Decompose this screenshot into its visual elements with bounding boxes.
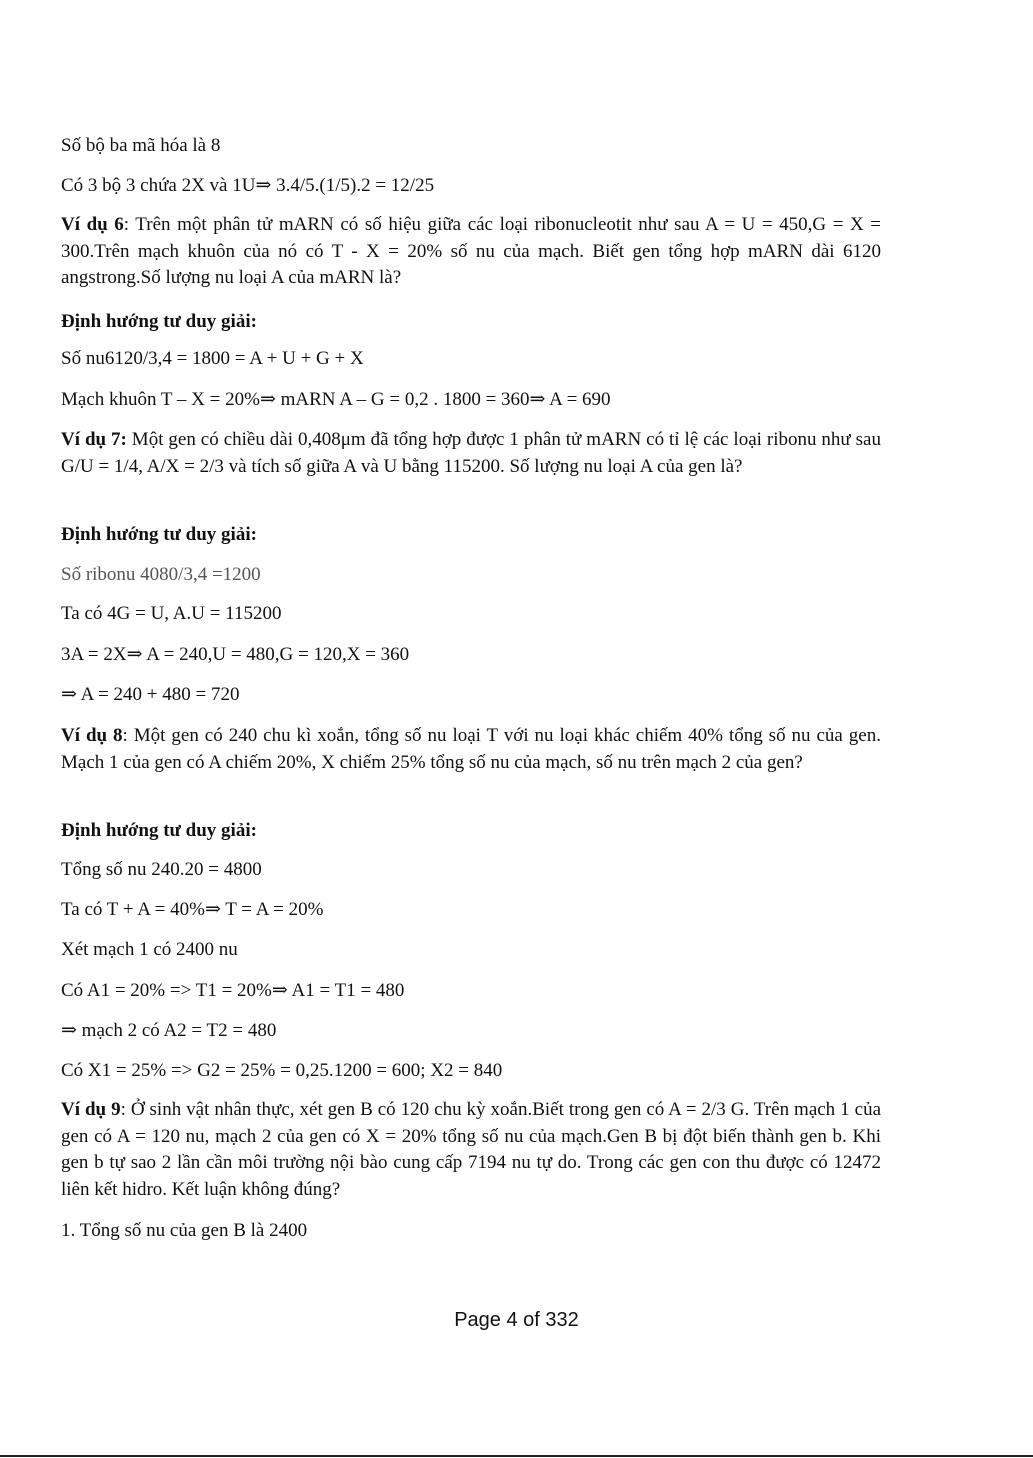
section-heading: Định hướng tư duy giải: [61, 524, 257, 545]
text-line: 1. Tổng số nu của gen B là 2400 [61, 1220, 308, 1241]
example-label: Ví dụ 9 [61, 1099, 121, 1120]
text-line: 3A = 2X⇒ A = 240,U = 480,G = 120,X = 360 [61, 644, 410, 665]
text-line: Ta có T + A = 40%⇒ T = A = 20% [61, 899, 324, 920]
example-7 [61, 427, 881, 480]
text-line: ⇒ mạch 2 có A2 = T2 = 480 [61, 1020, 277, 1041]
text-line: Số nu6120/3,4 = 1800 = A + U + G + X [61, 348, 364, 369]
example-label: Ví dụ 7: [61, 429, 127, 450]
section-heading: Định hướng tư duy giải: [61, 311, 257, 332]
example-6 [61, 212, 881, 292]
text-line: Ta có 4G = U, A.U = 115200 [61, 603, 282, 624]
text-line: Có X1 = 25% => G2 = 25% = 0,25.1200 = 600; X2 = 840 [61, 1060, 503, 1081]
bottom-divider [0, 1455, 1033, 1457]
example-text: Một gen có chiều dài 0,408μm đã tổng hợp được 1 phân tử mARN có tỉ lệ các loại ribonu như sau G/U = 1/4, A/X = 2/3 và tích số giữa A và U bằng 115200. Số lượng nu loại A của gen là? [61, 429, 881, 477]
example-label: Ví dụ 8 [61, 725, 123, 746]
example-text: : Trên một phân tử mARN có số hiệu giữa các loại ribonucleotit như sau A = U = 450,G = X = 300.Trên mạch khuôn của nó có T - X = 20% số nu của mạch. Biết gen tổng hợp mARN dài 6120 angstrong.Số lượng nu loại A của mARN là? [61, 214, 882, 288]
example-text: : Một gen có 240 chu kì xoắn, tổng số nu loại T với nu loại khác chiếm 40% tổng số nu của gen. Mạch 1 của gen có A chiếm 20%, X chiếm 25% tổng số nu của mạch, số nu trên mạch 2 của gen? [61, 725, 881, 773]
text-line: Số bộ ba mã hóa là 8 [61, 135, 221, 156]
example-label: Ví dụ 6 [61, 214, 124, 235]
text-line: Có 3 bộ 3 chứa 2X và 1U⇒ 3.4/5.(1/5).2 = 12/25 [61, 175, 435, 196]
example-text: : Ở sinh vật nhân thực, xét gen B có 120 chu kỳ xoắn.Biết trong gen có A = 2/3 G. Trên mạch 1 của gen có A = 120 nu, mạch 2 của gen có X = 20% tổng số nu của mạch.Gen B bị đột biến thành gen b. Khi gen b tự sao 2 lần cần môi trường nội bào cung cấp 7194 nu tự do. Trong các gen con thu được có 12472 liên kết hidro. Kết luận không đúng? [61, 1099, 881, 1200]
example-9 [61, 1097, 881, 1203]
text-line: Tổng số nu 240.20 = 4800 [61, 859, 262, 880]
example-8 [61, 723, 881, 776]
text-line: ⇒ A = 240 + 480 = 720 [61, 684, 240, 705]
text-line: Mạch khuôn T – X = 20%⇒ mARN A – G = 0,2 . 1800 = 360⇒ A = 690 [61, 389, 611, 410]
text-line: Có A1 = 20% => T1 = 20%⇒ A1 = T1 = 480 [61, 980, 405, 1001]
text-line: Số ribonu 4080/3,4 =1200 [61, 564, 261, 585]
page-number: Page 4 of 332 [454, 1309, 579, 1331]
text-line: Xét mạch 1 có 2400 nu [61, 939, 238, 960]
section-heading: Định hướng tư duy giải: [61, 820, 257, 841]
